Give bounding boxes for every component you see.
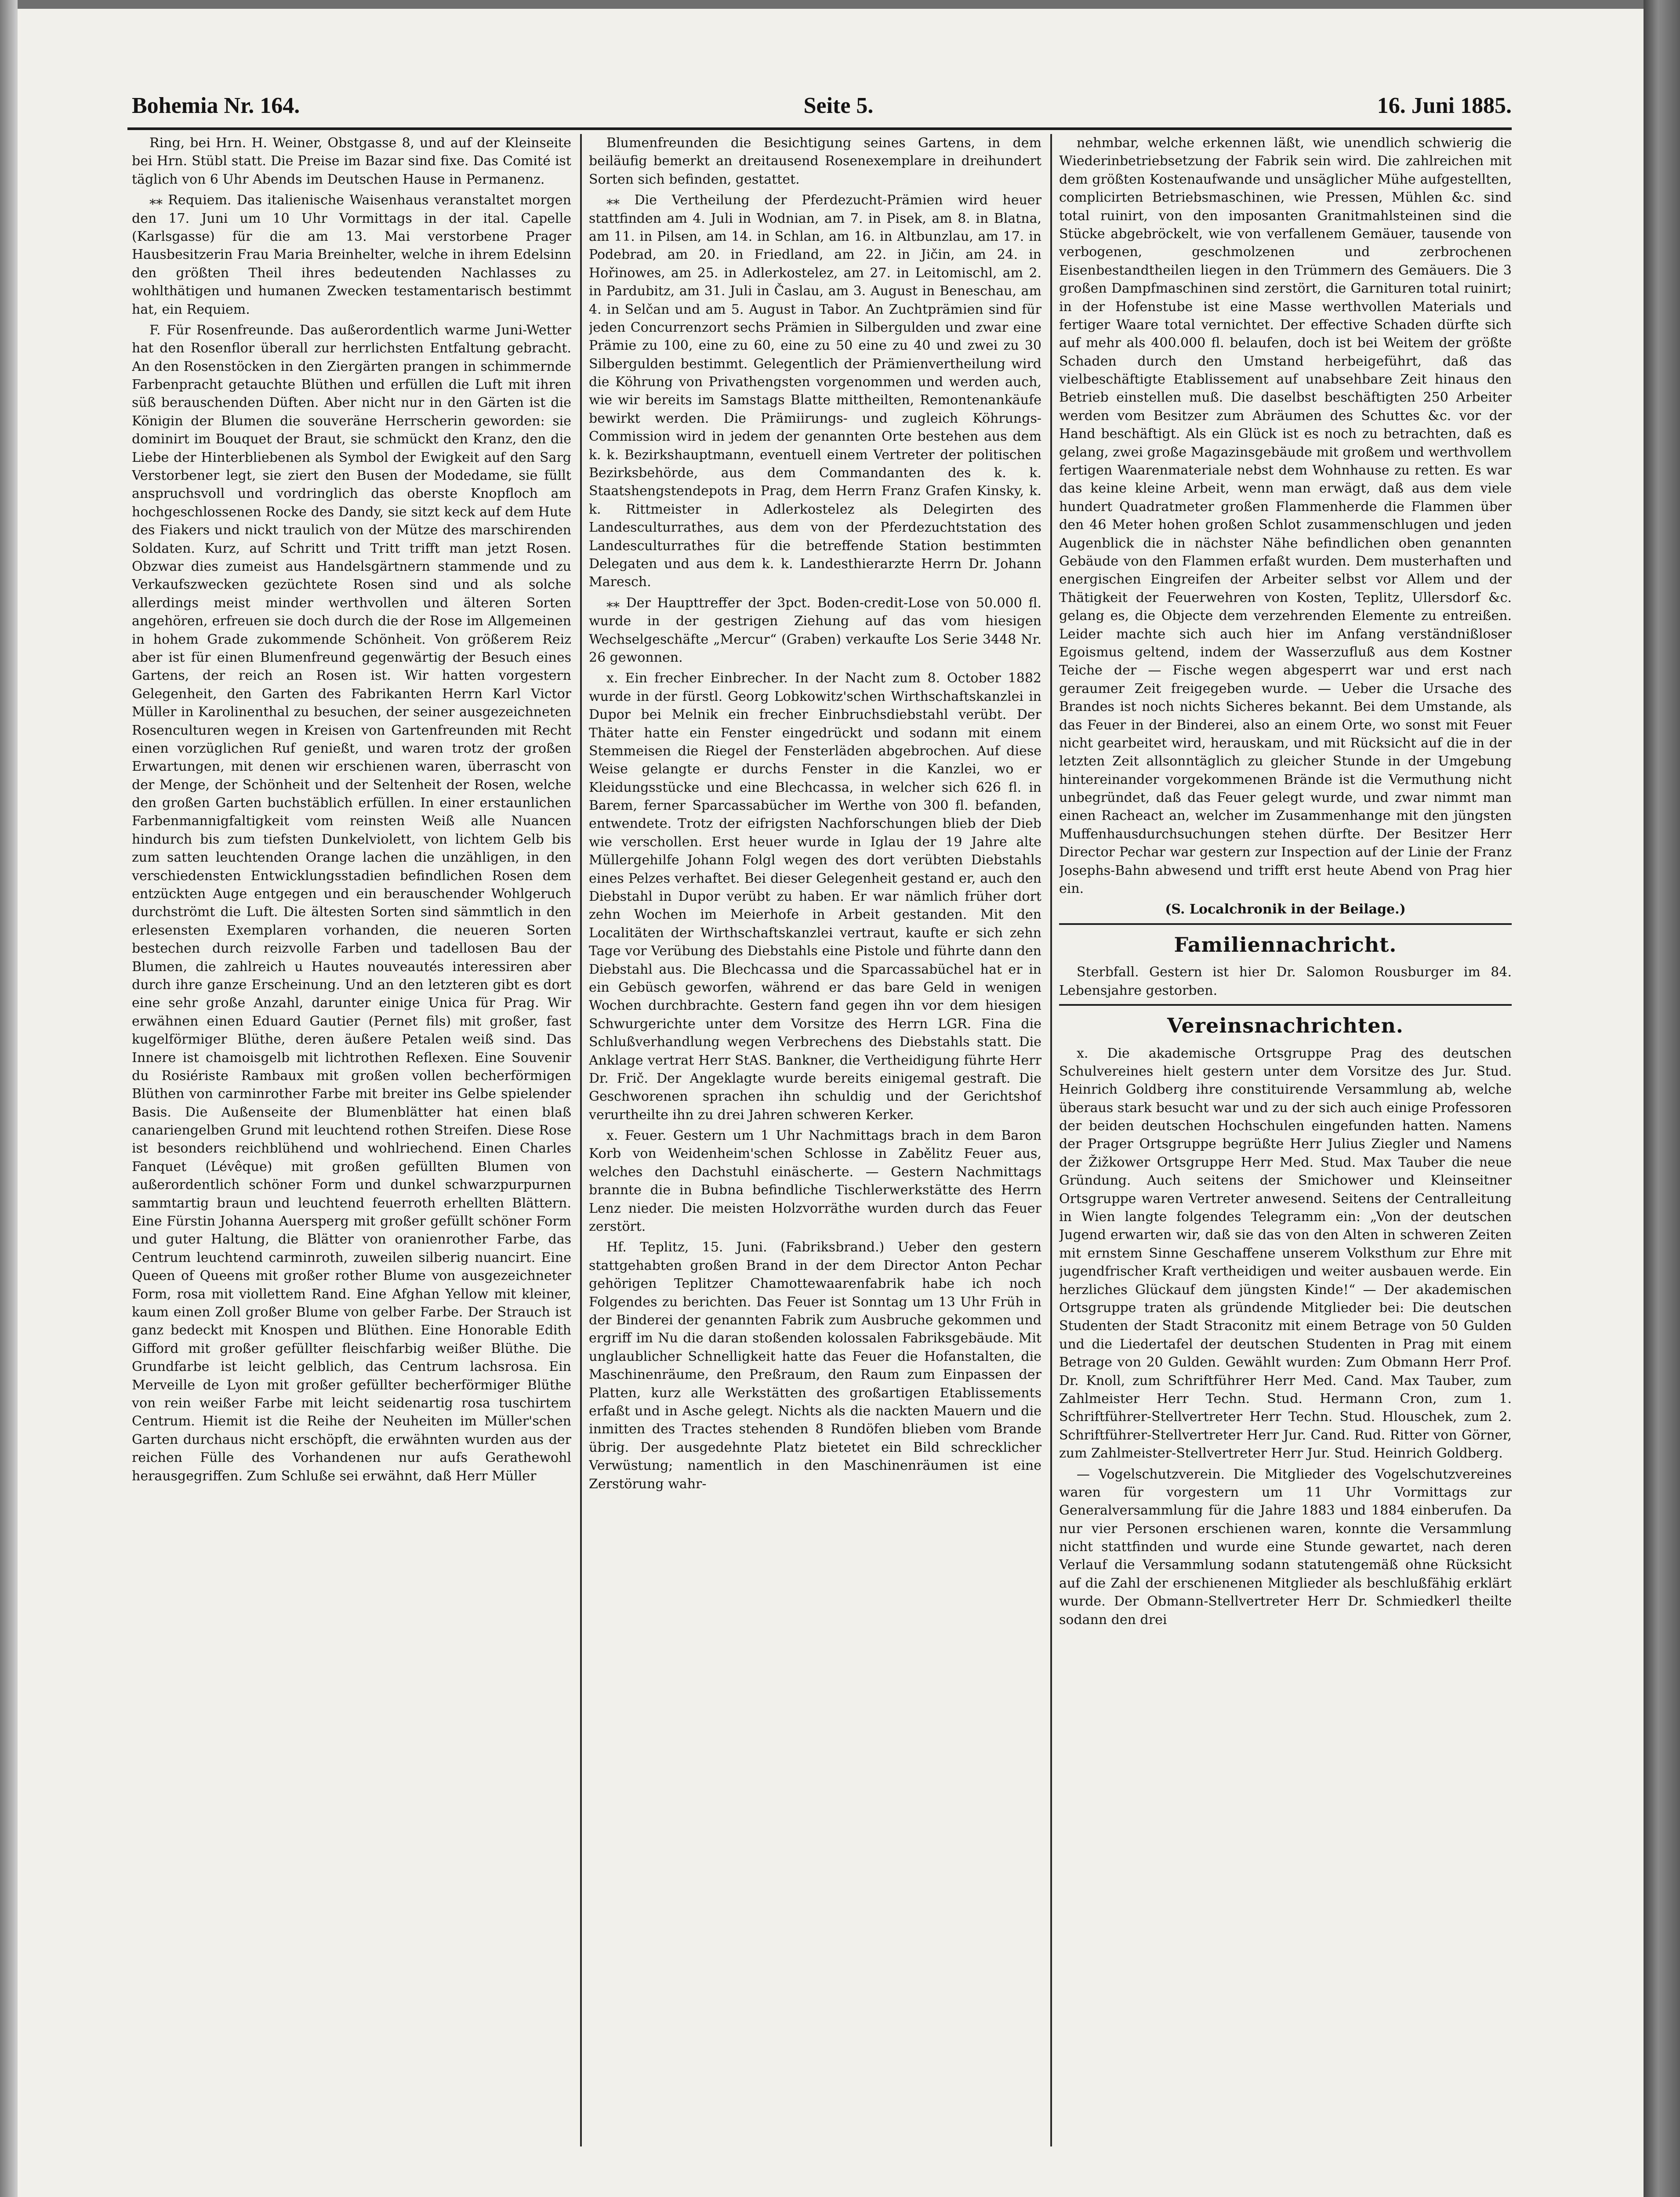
article-paragraph: F. Für Rosenfreunde. Das außerordentlich warme Juni-Wetter hat den Rosenflor überall zur herrlichsten Entfaltung gebracht. An den Rosenstöcken in den Ziergärten prangen in schimmernde Farbenpracht getauchte Blüthen und erfüllen die Luft mit ihren süß berauschenden Düften. Aber nicht nur in den Gärten ist die Königin der Blumen die souveräne Herrscherin geworden: sie dominirt im Bouquet der Braut, sie schmückt den Kranz, den die Liebe der Hinterbliebenen als Symbol der Ewigkeit auf den Sarg Verstorbener legt, sie ziert den Busen der Modedame, sie füllt anspruchsvoll und vordringlich das oberste Knopfloch am hochgeschlossenen Rocke des Dandy, sie sitzt keck auf dem Hute des Fiakers und nickt traulich von der Mütze des marschirenden Soldaten. Kurz, auf Schritt und Tritt trifft man jetzt Rosen. Obzwar dies zumeist aus Handelsgärtnern stammende und zu Verkaufszwecken gezüchtete Rosen sind und als solche allerdings meist minder werthvollen und älteren Sorten angehören, erfreuen sie doch durch die der Rose im Allgemeinen in hohem Grade zukommende Schönheit. Von größerem Reiz aber ist für einen Blumenfreund gegenwärtig der Besuch eines Gartens, der reich an Rosen ist. Wir hatten vorgestern Gelegenheit, den Garten des Fabrikanten Herrn Karl Victor Müller in Karolinenthal zu besuchen, der seiner ausgezeichneten Rosenculturen wegen in Kreisen von Gartenfreunden mit Recht einen vorzüglichen Ruf genießt, und waren trotz der großen Erwartungen, mit denen wir erschienen waren, überrascht von der Menge, der Schönheit und der Seltenheit der Rosen, welche den großen Garten buchstäblich erfüllen. In einer erstaunlichen Farbenmannigfaltigkeit vom reinsten Weiß alle Nuancen hindurch bis zum tiefsten Dunkelviolett, von lichtem Gelb bis zum satten leuchtenden Orange lachen die unzähligen, in den verschiedensten Entwicklungsstadien befindlichen Rosen dem entzückten Auge entgegen und ein berauschender Wohlgeruch durchströmt die Luft. Die ältesten Sorten sind sämmtlich in den erlesensten Exemplaren vorhanden, die neueren Sorten bestechen durch reizvolle Farben und tadellosen Bau der Blumen, die zahlreich u Hautes nouveautés interessiren aber durch ihre ganze Erscheinung. Und an den letzteren gibt es dort eine sehr große Anzahl, darunter einige Unica für Prag. Wir erwähnen einen Eduard Gautier (Pernet fils) mit großer, fast kugelförmiger Blüthe, deren äußere Petalen weiß sind. Das Innere ist chamoisgelb mit lichtrothen Reflexen. Eine Souvenir du Rosiériste Rambaux mit großen vollen becherförmigen Blüthen von carminrother Farbe mit breiter ins Gelbe spielender Basis. Die Außenseite der Blumenblätter hat einen blaß canariengelben Grund mit leuchtend rothen Streifen. Diese Rose ist besonders reichblühend und wohlriechend. Einen Charles Fanquet (Lévêque) mit großen gefüllten Blumen von außerordentlich schöner Form und dunkel schwarzpurpurnen sammtartig braun und leuchtend feuerroth erhellten Blättern. Eine Fürstin Johanna Auersperg mit großer gefüllt schöner Form und guter Haltung, die Blätter von oranienrother Farbe, das Centrum leuchtend carminroth, zuweilen silberig nuancirt. Eine Queen of Queens mit großer rother Blume von ausgezeichneter Form, rosa mit viollettem Rand. Eine Afghan Yellow mit kleiner, kaum einen Zoll großer Blume von gelber Farbe. Der Strauch ist ganz bedeckt mit Knospen und Blüthen. Eine Honorable Edith Gifford mit großer gefüllter fleischfarbig weißer Blüthe. Die Grundfarbe ist leicht gelblich, das Centrum lachsrosa. Ein Merveille de Lyon mit großer gefüllter becherförmiger Blüthe von rein weißer Farbe mit leicht seidenartig rosa tuschirtem Centrum. Hiemit ist die Reihe der Neuheiten im Müller'schen Garten durchaus nicht erschöpft, die erwähnten wurden aus der reichen Fülle des Vorhandenen nur aufs Gerathewohl herausgegriffen. Zum Schluße sei erwähnt, daß Herr Müller bbox=[132, 322, 571, 1484]
column-3 bbox=[1059, 134, 1512, 2197]
section-rule bbox=[1059, 1004, 1512, 1006]
association-notice: — Vogelschutzverein. Die Mitglieder des Vogelschutzvereines waren für vorgestern um 11 Uhr Vormittags zur Generalversammlung für die Jahre 1883 und 1884 einberufen. Da nur vier Personen erschienen waren, konnte die Versammlung nicht stattfinden und wurde eine Stunde gewartet, nach deren Verlauf die Versammlung sodann statutengemäß ohne Rücksicht auf die Zahl der erschienenen Mitglieder als beschlußfähig erklärt wurde. Der Obmann-Stellvertreter Herr Dr. Schmiedkerl theilte sodann den drei bbox=[1059, 1466, 1512, 1628]
column-divider bbox=[1050, 134, 1052, 2146]
header-rule bbox=[127, 127, 1512, 130]
column-1 bbox=[132, 134, 571, 2197]
family-notice: Sterbfall. Gestern ist hier Dr. Salomon Rousburger im 84. Lebensjahre gestorben. bbox=[1059, 964, 1512, 998]
article-paragraph: nehmbar, welche erkennen läßt, wie unendlich schwierig die Wiederinbetriebsetzung der Fabrik sein wird. Die zahlreichen mit dem größten Kostenaufwande und unsäglicher Mühe aufgestellten, complicirten Betriebsmaschinen, wie Pressen, Mühlen &c. sind total ruinirt, von den imposanten Granitmahlsteinen sind die Stücke abgebröckelt, wie von verfallenem Gemäuer, tausende von verbogenen, geschmolzenen und zerbrochenen Eisenbestandtheilen liegen in den Trümmern des Gemäuers. Die 3 großen Dampfmaschinen sind zerstört, die Garnituren total ruinirt; in der Hofenstube ist eine Masse werthvollen Materials und fertiger Waare total vernichtet. Der effective Schaden dürfte sich auf mehr als 400.000 fl. belaufen, doch ist bei Weitem der größte Schaden durch den Umstand herbeigeführt, daß das vielbeschäftigte Etablissement auf unabsehbare Zeit hinaus den Betrieb einstellen muß. Die daselbst beschäftigten 250 Arbeiter werden vom Besitzer zum Abräumen des Schuttes &c. vor der Hand beschäftigt. Als ein Glück ist es noch zu betrachten, daß es gelang, zwei große Magazinsgebäude mit großem und werthvollem fertigen Waarenmateriale nebst dem Wohnhause zu retten. Es war das keine kleine Arbeit, wenn man erwägt, daß aus dem viele hundert Quadratmeter großen Flammenherde die Flammen über den 46 Meter hohen großen Schlot zusammenschlugen und jeden Augenblick die in nächster Nähe befindlichen oben genannten Gebäude von den Flammen erfaßt wurden. Dem musterhaften und energischen Eingreifen der Arbeiter selbst vor Allem und der Thätigkeit der Feuerwehren von Kosten, Teplitz, Ullersdorf &c. gelang es, die Objecte dem verzehrenden Elemente zu entreißen. Leider machte sich auch hier im Anfang verständnißloser Egoismus geltend, indem der Wasserzufluß aus dem Kostner Teiche der — Fische wegen abgesperrt war und erst nach geraumer Zeit freigegeben wurde. — Ueber die Ursache des Brandes ist noch nichts Sicheres bekannt. Bei dem Umstande, als das Feuer in der Binderei, also an einem Orte, wo sonst mit Feuer nicht gearbeitet wird, herauskam, und mit Rücksicht auf die in der letzten Zeit allsonntäglich zu gleicher Stunde in der Umgebung hintereinander vorgekommenen Brände ist die Vermuthung nicht unbegründet, daß das Feuer gelegt wurde, und zwar nimmt man einen Racheact an, welcher im Zusammenhange mit den jüngsten Muffenhausdurchsuchungen stehen dürfte. Der Besitzer Herr Director Pechar war gestern zur Inspection auf der Linie der Franz Josephs-Bahn abwesend und trifft erst heute Abend von Prag hier ein. bbox=[1059, 135, 1512, 897]
article-paragraph: Blumenfreunden die Besichtigung seines Gartens, in dem beiläufig bemerkt an dreitausend Rosenexemplare in dreihundert Sorten sich befinden, gestattet. bbox=[589, 135, 1041, 187]
article-paragraph: ⁎⁎ Die Vertheilung der Pferdezucht-Prämien wird heuer stattfinden am 4. Juli in Wodnian, am 7. in Pisek, am 8. in Blatna, am 11. in Pilsen, am 14. in Schlan, am 16. in Altbunzlau, am 17. in Podebrad, am 20. in Friedland, am 22. in Jičin, am 24. in Hořinowes, am 25. in Adlerkostelez, am 27. in Leitomischl, am 2. in Pardubitz, am 31. Juli in Časlau, am 3. August in Beneschau, am 4. in Selčan und am 5. August in Tabor. An Zuchtprämien sind für jeden Concurrenzort sechs Prämien in Silbergulden und zwar eine Prämie zu 100, eine zu 60, eine zu 50 eine zu 40 und zwei zu 30 Silbergulden bestimmt. Gelegentlich der Prämienvertheilung wird die Köhrung von Privathengsten vorgenommen und werden auch, wie wir bereits im Samstags Blatte mittheilten, Remontenankäufe bewirkt werden. Die Prämiirungs- und zugleich Köhrungs-Commission wird in jedem der genannten Orte bestehen aus dem k. k. Bezirkshauptmann, eventuell einem Vertreter der politischen Bezirksbehörde, aus dem Commandanten des k. k. Staatshengstendepots in Prag, dem Herrn Franz Grafen Kinsky, k. k. Rittmeister in Adlerkostelez als Delegirten des Landesculturrathes, aus dem von der Pferdezuchtstation des Landesculturrathes für die betreffende Station bestimmten Delegaten und aus dem k. k. Landesthierarzte Herrn Dr. Johann Maresch. bbox=[589, 192, 1041, 590]
article-paragraph: x. Ein frecher Einbrecher. In der Nacht zum 8. October 1882 wurde in der fürstl. Georg Lobkowitz'schen Wirthschaftskanzlei in Dupor bei Melnik ein frecher Einbruchsdiebstahl verübt. Der Thäter hatte ein Fenster eingedrückt und sodann mit einem Stemmeisen die Riegel der Fensterläden abgebrochen. Auf diese Weise gelangte er durchs Fenster in die Kanzlei, wo er Kleidungsstücke und eine Blechcassa, in welcher sich 626 fl. in Barem, ferner Sparcassabücher im Werthe von 300 fl. befanden, entwendete. Trotz der eifrigsten Nachforschungen blieb der Dieb wie verschollen. Erst heuer wurde in Iglau der 19 Jahre alte Müllergehilfe Johann Folgl wegen des dort verübten Diebstahls eines Pelzes verhaftet. Bei dieser Gelegenheit gestand er, auch den Diebstahl in Dupor verübt zu haben. Er war nämlich früher dort zehn Wochen im Meierhofe in Arbeit gestanden. Mit den Localitäten der Wirthschaftskanzlei vertraut, kaufte er sich zehn Tage vor Verübung des Diebstahls eine Pistole und führte dann den Diebstahl aus. Die Blechcassa und die Sparcassabüchel hat er in ein Gebüsch geworfen, während er das bare Geld in wenigen Wochen durchbrachte. Gestern fand gegen ihn vor dem hiesigen Schwurgerichte unter dem Vorsitze des Herrn LGR. Fina die Schlußverhandlung wegen Verbrechens des Diebstahls statt. Die Anklage vertrat Herr StAS. Bankner, die Vertheidigung führte Herr Dr. Frič. Der Angeklagte wurde bereits einigemal gestraft. Die Geschworenen sprachen ihn schuldig und der Gerichtshof verurtheilte ihn zu drei Jahren schweren Kerker. bbox=[589, 671, 1041, 1123]
article-paragraph: Ring, bei Hrn. H. Weiner, Obstgasse 8, und auf der Kleinseite bei Hrn. Stübl statt. Die Preise im Bazar sind fixe. Das Comité ist täglich von 6 Uhr Abends im Deutschen Hause in Permanenz. bbox=[132, 135, 571, 187]
association-notice: x. Die akademische Ortsgruppe Prag des deutschen Schulvereines hielt gestern unter dem Vorsitze des Jur. Stud. Heinrich Goldberg ihre constituirende Versammlung ab, welche überaus stark besucht war und zu der sich auch einige Professoren der beiden deutschen Hochschulen eingefunden hatten. Namens der Prager Ortsgruppe begrüßte Herr Julius Ziegler und Namens der Žižkower Ortsgruppe Herr Med. Stud. Max Tauber die neue Gründung. Auch seitens der Smichower und Kleinseitner Ortsgruppe waren Vertreter anwesend. Seitens der Centralleitung in Wien langte folgendes Telegramm ein: „Von der deutschen Jugend erwarten wir, daß sie das von den Alten in schweren Zeiten mit ernstem Sinne Geschaffene unserem Volksthum zur Ehre mit jugendfrischer Kraft vertheidigen und weiter ausbauen werde. Ein herzliches Glückauf dem jüngsten Kinde!“ — Der akademischen Ortsgruppe traten als gründende Mitglieder bei: Die deutschen Studenten der Stadt Straconitz mit einem Betrage von 50 Gulden und die Liedertafel der deutschen Studenten in Prag mit einem Betrage von 20 Gulden. Gewählt wurden: Zum Obmann Herr Prof. Dr. Knoll, zum Schriftführer Herr Med. Cand. Max Tauber, zum Zahlmeister Herr Techn. Stud. Hermann Cron, zum 1. Schriftführer-Stellvertreter Herr Techn. Stud. Hlouschek, zum 2. Schriftführer-Stellvertreter Herr Jur. Cand. Rud. Ritter von Görner, zum Zahlmeister-Stellvertreter Herr Jur. Stud. Heinrich Goldberg. bbox=[1059, 1045, 1512, 1461]
section-rule bbox=[1059, 923, 1512, 925]
page-shadow-right bbox=[1644, 0, 1680, 2197]
article-paragraph: x. Feuer. Gestern um 1 Uhr Nachmittags brach in dem Baron Korb von Weidenheim'schen Schlosse in Zabělitz Feuer aus, welches den Dachstuhl einäscherte. — Gestern Nachmittags brannte die in Bubna befindliche Tischlerwerkstätte des Herrn Lenz nieder. Die meisten Holzvorräthe wurden durch das Feuer zerstört. bbox=[589, 1128, 1041, 1235]
article-paragraph: ⁎⁎ Requiem. Das italienische Waisenhaus veranstaltet morgen den 17. Juni um 10 Uhr Vormittags in der ital. Capelle (Karlsgasse) für die am 13. Mai verstorbene Prager Hausbesitzerin Frau Maria Breinhelter, welche in ihrem Edelsinn den größten Theil ihres bedeutenden Nachlasses zu wohlthätigen und humanen Zwecken testamentarisch bestimmt hat, ein Requiem. bbox=[132, 192, 571, 317]
article-paragraph: ⁎⁎ Der Haupttreffer der 3pct. Boden-credit-Lose von 50.000 fl. wurde in der gestrigen Ziehung auf das vom hiesigen Wechselgeschäfte „Mercur“ (Graben) verkaufte Los Serie 3448 Nr. 26 gewonnen. bbox=[589, 595, 1041, 665]
column-2 bbox=[589, 134, 1041, 2197]
column-divider bbox=[580, 134, 582, 2146]
header-publication: Bohemia Nr. 164. bbox=[132, 93, 300, 118]
page-header bbox=[132, 66, 1512, 119]
header-page-number: Seite 5. bbox=[803, 93, 874, 118]
associations-section-title: Vereinsnachrichten. bbox=[1167, 1014, 1404, 1038]
local-chronicle-note: (S. Localchronik in der Beilage.) bbox=[1165, 902, 1406, 917]
header-date: 16. Juni 1885. bbox=[1377, 93, 1512, 118]
family-section-title: Familiennachricht. bbox=[1174, 932, 1397, 957]
page-shadow-left bbox=[0, 0, 18, 2197]
article-paragraph: Hf. Teplitz, 15. Juni. (Fabriksbrand.) Ueber den gestern stattgehabten großen Brand in der dem Director Anton Pechar gehörigen Teplitzer Chamottewaarenfabrik habe ich noch Folgendes zu berichten. Das Feuer ist Sonntag um 13 Uhr Früh in der Binderei der genannten Fabrik zum Ausbruche gekommen und ergriff im Nu die daran stoßenden kolossalen Fabriksgebäude. Mit unglaublicher Schnelligkeit hatte das Feuer die Hofanstalten, die Maschinenräume, den Preßraum, den Raum zum Einpassen der Platten, kurz alle Werkstätten des großartigen Etablissements erfaßt und in Asche gelegt. Nichts als die nackten Mauern und die inmitten des Tractes stehenden 8 Rundöfen blieben vom Brande übrig. Der ausgedehnte Platz bietetet ein Bild schrecklicher Verwüstung; namentlich in den Maschinenräumen ist eine Zerstörung wahr- bbox=[589, 1240, 1041, 1492]
